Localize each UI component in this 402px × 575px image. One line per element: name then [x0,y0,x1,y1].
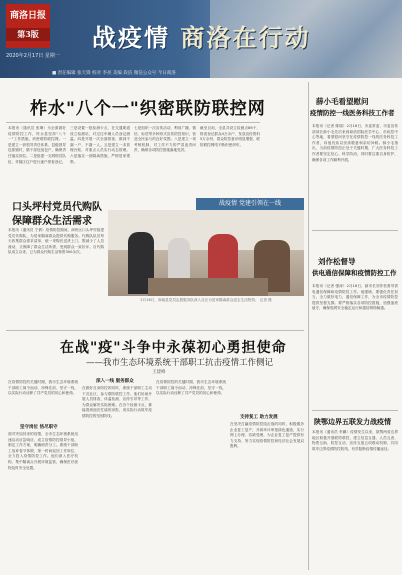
right-story2-title-line2: 供电通信保障和疫情防控工作 [312,269,397,277]
lead-rule [6,122,260,123]
lead-text-col1: 本报讯（通讯员 张琳）为全面做好疫情防控工作，柞水县坚持"八个一"工作措施，织密联防联控网。一是建立一套领导责任体系，县级领导包抓镇村，镇干部包组包户，确保责任落实到位。二是组建一支网格员队伍，对辖区住户进行逐户排查登记。 [8,126,66,164]
edition-number: 第3版 [6,28,50,41]
feature-section1-title: 坚守岗位 恪尽职守 [20,425,58,430]
lead-text-col3: 七是组织一次宣传活动，利用广播、微信、标语等多种形式宣传防控知识，营造全民参与的良好氛围。八是建立一项考核机制，对工作不力的严肃追责问责，确保各项防控措施落地见效。 [134,126,196,153]
masthead-name: 商洛日报 [9,11,46,21]
right-rule-2 [312,410,398,411]
side-headline-line2: 保障群众生活需求 [12,216,92,227]
feature-headline: 在战"疫"斗争中永葆初心勇担使命 [60,340,287,356]
feature-lead: 在疫情防控的关键时期，我市生态环境系统干部职工闻令而动、冲锋在前，坚守一线，以实际行动诠释了共产党员的初心和使命。 [8,380,78,396]
lead-text-col2: 三是设置一批检测卡点，在交通要道设立检测站，对过往车辆人员登记测温。四是开展一次全面排查，做到不漏一户、不漏一人。五是建立一本管理台账，对重点人员实行动态管理。六是落实一套隔离措施，严格居家观察。 [70,126,130,164]
banner-title [92,18,310,53]
right-story1-title-line1: 薛小毛看望慰问 [316,97,369,106]
feature-rule [6,330,304,331]
issue-date: 2020年2月17日 星期一 [6,53,60,59]
lead-headline: 柞水"八个一"织密联防联控网 [30,99,266,119]
masthead-logo [6,4,50,48]
right-story3-text: 本报讯（通讯员 李鹏）疫情发生以来，陕鄂两省边界地区积极开展联防联控，建立信息互通、人员互查、物资互助、防控互动、宣传互促五项联动机制，共同筑牢边界疫情防控防线，有效阻断疫情传播途径。 [312,430,398,451]
lead-text-col4: 截至目前，全县共设立检测点86个，排查登记群众4万余户，发放宣传资料5万余份，群众防控意识明显增强，联防联控网络不断织密织牢。 [200,126,260,147]
right-story1-title-line2: 疫情防控一线医务科技工作者 [310,109,395,117]
news-photo [108,210,304,296]
photo-table [148,278,268,296]
banner-title-part1: 战疫情 [92,23,170,52]
right-story2-title-line1: 刘作松督导 [318,257,356,266]
feature-section3-title: 支持复工 助力发展 [240,415,278,420]
photo-caption: 2月16日，商南县党员志愿服务队深入社区为居家隔离群众送去生活物资。 记者 摄 [140,298,272,302]
feature-section1-text: 面对突如其来的疫情，全市生态环境系统迅速启动应急响应，成立疫情防控领导小组，制定工作方案，明确职责分工。系统干部职工放弃春节休假，第一时间返回工作岗位，全力投入疫情防控工作。他们深入医疗机构、集中隔离点开展环境监管，确保医疗废物及时安全处置。 [8,432,78,470]
editor-credits: ■ 责任编辑 张天锋 校对 李亮 美编 段洁 微信公众号 今日商洛 [52,71,176,76]
side-story-text: 本报讯（通讯员 宁倩）疫情防控期间，商州区口头坪村组建党员代购队，为居家隔离群众提供代购服务。代购队队员每天收集群众需求清单，统一采购后送货上门，既减少了人员流动，又保障了群众生活所需，受到群众一致好评。自代购队成立以来，已为群众代购生活物资300余次。 [8,228,104,255]
banner-title-part2: 商洛在行动 [180,23,311,52]
right-story2-text: 本报讯（记者 强涛）2月16日，副市长刘作松督导供电通信保障和疫情防控工作。他强调，要强化责任担当，全力做好电力、通信保障工作，为全市疫情防控提供坚强支撑。要严格落实各项防控措施，加强值班值守，确保电网安全稳定运行和通信网络畅通。 [312,284,398,311]
feature-section2-title: 深入一线 服务群众 [96,379,134,384]
right-story1-text: 本报讯（记者 陈瑞）2月16日，市委常委、市委宣传部部长薛小毛先后来到商洛国际医学中心、市疾控中心等地，看望慰问坚守在疫情防控一线的医务科技工作者，向他们致以崇高敬意和亲切问候。薛小毛指出，当前疫情防控正处于关键时期，广大医务科技工作者要坚定信心、科学防治，同时要注重自身防护，确保各项工作顺利开展。 [312,124,398,162]
right-column-divider [308,82,309,570]
side-headline-line1: 口头坪村党员代购队 [12,202,102,213]
feature-author: 王建峰 [152,370,166,375]
feature-section3-text: 在坚决打赢疫情防控阻击战的同时，积极服务企业复工复产，开辟环评审批绿色通道，实行网上办理、容缺受理，为企业复工复产提供有力支持，努力实现疫情防控和经济社会发展双胜利。 [230,422,304,449]
section-banner [0,0,402,78]
feature-section2-text: 在做好自身防控的同时，系统干部职工主动下沉社区，参与联防联控工作。他们协助开展人员排查、体温检测、宣传引导等工作，为群众解决实际困难。在各个检测卡点，都能看到他们忙碌的身影，用实际行动筑牢疫情防控的坚固防线。 [82,386,152,418]
right-story3-title: 陕鄂边界五联发力战疫情 [314,417,391,426]
right-rule-1 [312,230,398,231]
feature-section2-continued: 在疫情防控的关键时期，我市生态环境系统干部职工闻令而动、冲锋在前，坚守一线，以实际行动诠释了共产党员的初心和使命。 [156,380,226,396]
section-label-band: 战疫情 党建引领在一线 [196,198,304,210]
feature-subheadline: ——我市生态环境系统干部职工抗击疫情工作侧记 [86,358,274,368]
